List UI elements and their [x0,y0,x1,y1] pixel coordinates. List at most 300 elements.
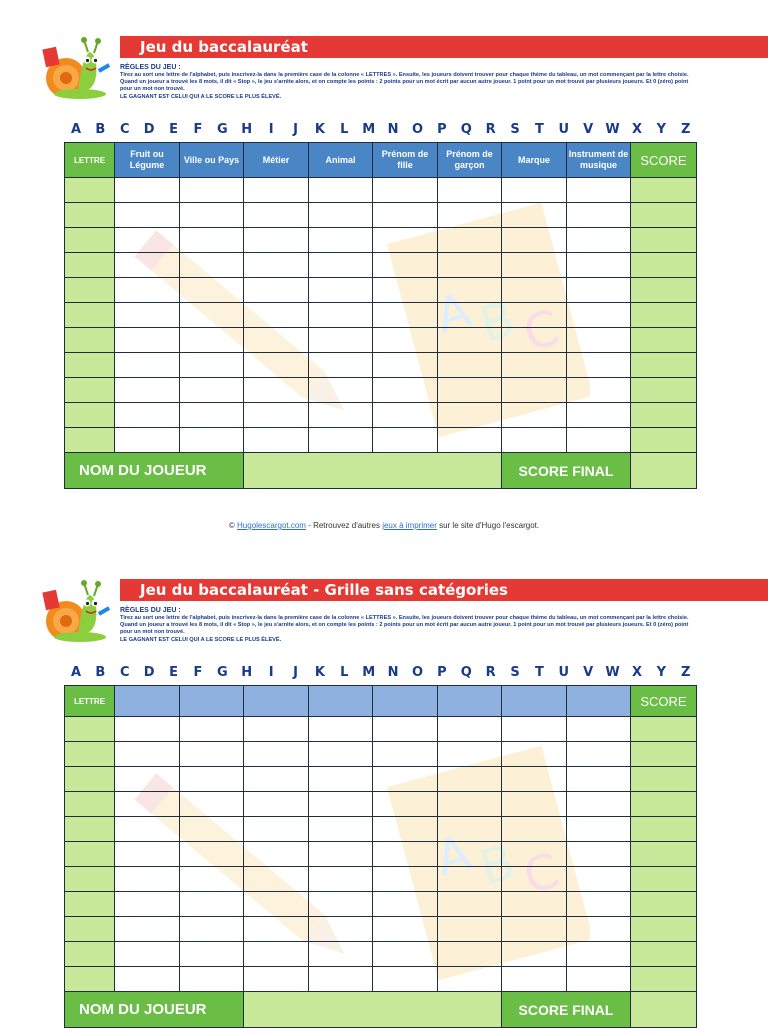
score-cell[interactable] [631,867,697,892]
answer-cell[interactable] [244,178,309,203]
answer-cell[interactable] [115,767,180,792]
answer-cell[interactable] [244,817,309,842]
category-header[interactable] [373,686,438,717]
credit-prefix: © [228,521,238,530]
grid-row [65,353,697,378]
answer-cell[interactable] [502,842,567,867]
answer-cell[interactable] [309,403,373,428]
answer-cell[interactable] [502,917,567,942]
letter-cell[interactable] [65,253,115,278]
answer-cell[interactable] [244,717,309,742]
answer-cell[interactable] [438,717,502,742]
alphabet-letter: W [605,664,620,680]
answer-cell[interactable] [309,767,373,792]
answer-cell[interactable] [438,303,502,328]
answer-cell[interactable] [180,178,244,203]
answer-cell[interactable] [180,378,244,403]
letter-cell[interactable] [65,328,115,353]
answer-cell[interactable] [180,278,244,303]
answer-cell[interactable] [373,942,438,967]
rules-title: RÈGLES DU JEU : [120,607,181,614]
answer-cell[interactable] [309,867,373,892]
answer-cell[interactable] [502,717,567,742]
answer-cell[interactable] [180,792,244,817]
snail-logo-icon [40,579,112,643]
answer-cell[interactable] [244,353,309,378]
alphabet-letter: N [387,664,399,680]
answer-cell[interactable] [309,842,373,867]
answer-cell[interactable] [373,842,438,867]
answer-cell[interactable] [438,378,502,403]
answer-cell[interactable] [502,328,567,353]
answer-cell[interactable] [309,303,373,328]
letter-cell[interactable] [65,842,115,867]
alphabet-letter: I [268,121,274,137]
answer-cell[interactable] [115,203,180,228]
answer-cell[interactable] [180,303,244,328]
alphabet-letter: H [241,664,253,680]
answer-cell[interactable] [373,253,438,278]
category-header: Marque [502,143,567,178]
answer-cell[interactable] [438,767,502,792]
answer-cell[interactable] [309,378,373,403]
alphabet-letter: M [362,664,376,680]
grid-row [65,228,697,253]
player-name-field[interactable] [244,453,502,489]
category-header: Prénom de fille [373,143,438,178]
alphabet-letter: S [510,121,520,137]
answer-cell[interactable] [244,403,309,428]
score-cell[interactable] [631,378,697,403]
player-name-label: NOM DU JOUEUR [65,453,244,489]
answer-cell[interactable] [309,917,373,942]
letter-cell[interactable] [65,303,115,328]
alphabet-letter: K [314,121,325,137]
alphabet-letter: D [143,121,155,137]
category-header: Instrument de musique [567,143,631,178]
answer-cell[interactable] [180,328,244,353]
letter-cell[interactable] [65,742,115,767]
answer-cell[interactable] [438,178,502,203]
letter-cell[interactable] [65,767,115,792]
answer-cell[interactable] [373,892,438,917]
answer-cell[interactable] [180,253,244,278]
letter-cell[interactable] [65,228,115,253]
answer-cell[interactable] [115,253,180,278]
answer-cell[interactable] [567,742,631,767]
letter-cell[interactable] [65,942,115,967]
answer-cell[interactable] [373,428,438,453]
rules-winner: LE GAGNANT EST CELUI QUI A LE SCORE LE PLUS ÉLEVÉ. [120,93,282,100]
alphabet-letter: Y [656,121,667,137]
answer-cell[interactable] [502,353,567,378]
answer-cell[interactable] [244,842,309,867]
letter-cell[interactable] [65,792,115,817]
score-cell[interactable] [631,178,697,203]
answer-cell[interactable] [438,967,502,992]
category-header[interactable] [502,686,567,717]
answer-cell[interactable] [502,967,567,992]
category-header: Ville ou Pays [180,143,244,178]
letter-header: LETTRE [65,686,115,717]
answer-cell[interactable] [244,942,309,967]
alphabet-letter: G [217,121,228,137]
alphabet-letter: W [605,121,620,137]
answer-cell[interactable] [244,792,309,817]
answer-cell[interactable] [567,428,631,453]
answer-cell[interactable] [115,353,180,378]
answer-cell[interactable] [567,228,631,253]
answer-cell[interactable] [438,917,502,942]
rules-body: Tirez au sort une lettre de l'alphabet, puis inscrivez-la dans la première case de la colonne « LETTRES ». Ensuite, les joueurs doivent trouver pour chaque thème du tableau, un mot commençant par la lettre choisie. Quand un joueur a trouvé les 8 mots, il dit « Stop », le jeu s'arrête alors, et on compte les points : 2 points pour un mot écrit par aucun autre joueur. 1 point pour un mot trouvé par plusieurs joueurs. Et 0 (zéro) point pour un mot non trouvé. [120,72,689,93]
answer-cell[interactable] [567,717,631,742]
answer-cell[interactable] [244,742,309,767]
score-cell[interactable] [631,767,697,792]
answer-cell[interactable] [373,742,438,767]
answer-cell[interactable] [244,303,309,328]
answer-cell[interactable] [309,967,373,992]
alphabet-letter: E [169,121,178,137]
letter-header: LETTRE [65,143,115,178]
grid-row [65,717,697,742]
category-header[interactable] [438,686,502,717]
answer-cell[interactable] [502,253,567,278]
letter-cell[interactable] [65,353,115,378]
answer-cell[interactable] [567,967,631,992]
answer-cell[interactable] [180,742,244,767]
alphabet-letter: P [437,664,447,680]
answer-cell[interactable] [373,303,438,328]
final-score-field[interactable] [631,453,697,489]
letter-cell[interactable] [65,892,115,917]
grid-row [65,967,697,992]
answer-cell[interactable] [244,228,309,253]
answer-cell[interactable] [115,717,180,742]
answer-cell[interactable] [438,842,502,867]
score-cell[interactable] [631,203,697,228]
alphabet-letter: O [411,121,423,137]
score-cell[interactable] [631,328,697,353]
answer-cell[interactable] [438,942,502,967]
site-link[interactable]: Hugolescargot.com [237,521,306,530]
answer-cell[interactable] [373,867,438,892]
answer-cell[interactable] [115,178,180,203]
answer-cell[interactable] [567,403,631,428]
score-cell[interactable] [631,817,697,842]
answer-cell[interactable] [115,278,180,303]
game-grid [64,685,697,1028]
answer-cell[interactable] [115,228,180,253]
grid-row [65,917,697,942]
answer-cell[interactable] [115,303,180,328]
answer-cell[interactable] [309,942,373,967]
answer-cell[interactable] [438,742,502,767]
answer-cell[interactable] [373,403,438,428]
category-header[interactable] [567,686,631,717]
answer-cell[interactable] [115,428,180,453]
answer-cell[interactable] [567,942,631,967]
player-name-field[interactable] [244,992,502,1028]
answer-cell[interactable] [115,378,180,403]
answer-cell[interactable] [244,892,309,917]
answer-cell[interactable] [567,917,631,942]
answer-cell[interactable] [502,178,567,203]
grid-row [65,203,697,228]
answer-cell[interactable] [309,278,373,303]
alphabet-letter: X [631,121,642,137]
letter-cell[interactable] [65,717,115,742]
svg-text:B: B [474,290,521,354]
svg-text:C: C [517,299,565,363]
score-cell[interactable] [631,917,697,942]
category-header: Métier [244,143,309,178]
alphabet-letter: J [293,121,298,137]
answer-cell[interactable] [502,303,567,328]
answer-cell[interactable] [567,817,631,842]
answer-cell[interactable] [309,428,373,453]
alphabet-letter: A [70,121,82,137]
letter-cell[interactable] [65,917,115,942]
answer-cell[interactable] [244,767,309,792]
letter-cell[interactable] [65,403,115,428]
category-header[interactable] [115,686,180,717]
answer-cell[interactable] [180,353,244,378]
letter-cell[interactable] [65,278,115,303]
letter-cell[interactable] [65,378,115,403]
answer-cell[interactable] [180,817,244,842]
answer-cell[interactable] [373,378,438,403]
final-score-label: SCORE FINAL [502,992,631,1028]
score-cell[interactable] [631,353,697,378]
answer-cell[interactable] [180,942,244,967]
answer-cell[interactable] [309,228,373,253]
answer-cell[interactable] [567,353,631,378]
letter-cell[interactable] [65,817,115,842]
answer-cell[interactable] [438,353,502,378]
answer-cell[interactable] [502,203,567,228]
answer-cell[interactable] [373,353,438,378]
rules-body: Tirez au sort une lettre de l'alphabet, puis inscrivez-la dans la première case de la colonne « LETTRES ». Ensuite, les joueurs doivent trouver pour chaque thème du tableau, un mot commençant par la lettre choisie. Quand un joueur a trouvé les 8 mots, il dit « Stop », le jeu s'arrête alors, et on compte les points : 2 points pour un mot écrit par aucun autre joueur. 1 point pour un mot trouvé par plusieurs joueurs. Et 0 (zéro) point pour un mot non trouvé. [120,615,689,636]
answer-cell[interactable] [567,867,631,892]
final-score-field[interactable] [631,992,697,1028]
svg-text:B: B [474,833,521,897]
answer-cell[interactable] [438,328,502,353]
score-cell[interactable] [631,253,697,278]
grid-row [65,253,697,278]
answer-cell[interactable] [309,892,373,917]
answer-cell[interactable] [115,742,180,767]
answer-cell[interactable] [180,428,244,453]
answer-cell[interactable] [373,178,438,203]
answer-cell[interactable] [502,817,567,842]
answer-cell[interactable] [115,792,180,817]
answer-cell[interactable] [502,792,567,817]
grid-row [65,767,697,792]
answer-cell[interactable] [373,717,438,742]
answer-cell[interactable] [115,817,180,842]
grid-row [65,278,697,303]
answer-cell[interactable] [373,767,438,792]
answer-cell[interactable] [438,253,502,278]
answer-cell[interactable] [373,328,438,353]
answer-cell[interactable] [180,917,244,942]
answer-cell[interactable] [567,767,631,792]
answer-cell[interactable] [180,867,244,892]
grid-row [65,328,697,353]
score-cell[interactable] [631,842,697,867]
answer-cell[interactable] [115,403,180,428]
alphabet-letter: T [534,664,544,680]
answer-cell[interactable] [180,842,244,867]
answer-cell[interactable] [309,353,373,378]
answer-cell[interactable] [502,892,567,917]
answer-cell[interactable] [244,253,309,278]
letter-cell[interactable] [65,867,115,892]
alphabet-letter: U [558,664,570,680]
answer-cell[interactable] [373,228,438,253]
answer-cell[interactable] [180,967,244,992]
answer-cell[interactable] [309,792,373,817]
answer-cell[interactable] [567,303,631,328]
answer-cell[interactable] [502,228,567,253]
answer-cell[interactable] [180,228,244,253]
score-cell[interactable] [631,967,697,992]
alphabet-letter: L [340,121,349,137]
answer-cell[interactable] [567,178,631,203]
answer-cell[interactable] [309,328,373,353]
score-cell[interactable] [631,742,697,767]
answer-cell[interactable] [438,867,502,892]
answer-cell[interactable] [567,378,631,403]
grid-row [65,378,697,403]
score-cell[interactable] [631,403,697,428]
grid-row [65,942,697,967]
alphabet-letter: Z [681,664,691,680]
answer-cell[interactable] [115,867,180,892]
answer-cell[interactable] [438,278,502,303]
answer-cell[interactable] [115,328,180,353]
alphabet-letter: U [558,121,570,137]
alphabet-letter: C [120,121,130,137]
answer-cell[interactable] [309,817,373,842]
answer-cell[interactable] [373,917,438,942]
alphabet-letter: V [583,121,594,137]
category-header[interactable] [244,686,309,717]
answer-cell[interactable] [244,867,309,892]
answer-cell[interactable] [309,253,373,278]
answer-cell[interactable] [309,742,373,767]
answer-cell[interactable] [180,767,244,792]
answer-cell[interactable] [244,967,309,992]
credit-suffix: sur le site d'Hugo l'escargot. [436,521,540,530]
answer-cell[interactable] [567,328,631,353]
score-cell[interactable] [631,228,697,253]
score-cell[interactable] [631,303,697,328]
answer-cell[interactable] [502,767,567,792]
answer-cell[interactable] [180,892,244,917]
answer-cell[interactable] [502,942,567,967]
answer-cell[interactable] [244,328,309,353]
answer-cell[interactable] [502,378,567,403]
answer-cell[interactable] [567,842,631,867]
alphabet-letter: T [534,121,544,137]
answer-cell[interactable] [502,278,567,303]
answer-cell[interactable] [567,203,631,228]
answer-cell[interactable] [438,203,502,228]
answer-cell[interactable] [373,203,438,228]
answer-cell[interactable] [373,817,438,842]
letter-cell[interactable] [65,203,115,228]
score-cell[interactable] [631,892,697,917]
answer-cell[interactable] [502,867,567,892]
answer-cell[interactable] [180,203,244,228]
alphabet-letter: R [485,664,496,680]
answer-cell[interactable] [115,917,180,942]
answer-cell[interactable] [180,403,244,428]
svg-text:C: C [517,842,565,906]
answer-cell[interactable] [244,278,309,303]
answer-cell[interactable] [115,892,180,917]
letter-cell[interactable] [65,428,115,453]
category-header[interactable] [180,686,244,717]
answer-cell[interactable] [502,403,567,428]
score-cell[interactable] [631,717,697,742]
answer-cell[interactable] [115,842,180,867]
answer-cell[interactable] [567,253,631,278]
print-games-link[interactable]: jeux à imprimer [382,521,437,530]
answer-cell[interactable] [115,942,180,967]
answer-cell[interactable] [567,278,631,303]
rules-text [120,615,698,644]
answer-cell[interactable] [309,178,373,203]
answer-cell[interactable] [115,967,180,992]
score-header: SCORE [631,686,697,717]
letter-cell[interactable] [65,967,115,992]
answer-cell[interactable] [180,717,244,742]
credit-middle: - Retrouvez d'autres [305,521,383,530]
answer-cell[interactable] [502,742,567,767]
answer-cell[interactable] [309,717,373,742]
score-cell[interactable] [631,428,697,453]
answer-cell[interactable] [502,428,567,453]
answer-cell[interactable] [438,428,502,453]
answer-cell[interactable] [373,967,438,992]
alphabet-letter: L [340,664,349,680]
game-grid [64,142,697,489]
answer-cell[interactable] [567,892,631,917]
answer-cell[interactable] [438,228,502,253]
answer-cell[interactable] [438,792,502,817]
answer-cell[interactable] [373,792,438,817]
answer-cell[interactable] [373,278,438,303]
category-header[interactable] [309,686,373,717]
answer-cell[interactable] [244,203,309,228]
alphabet-letter: G [217,664,228,680]
alphabet-letter: F [193,664,203,680]
score-cell[interactable] [631,278,697,303]
answer-cell[interactable] [244,428,309,453]
letter-cell[interactable] [65,178,115,203]
answer-cell[interactable] [567,792,631,817]
answer-cell[interactable] [438,892,502,917]
answer-cell[interactable] [244,378,309,403]
answer-cell[interactable] [438,403,502,428]
answer-cell[interactable] [309,203,373,228]
score-cell[interactable] [631,792,697,817]
answer-cell[interactable] [438,817,502,842]
answer-cell[interactable] [244,917,309,942]
score-cell[interactable] [631,942,697,967]
